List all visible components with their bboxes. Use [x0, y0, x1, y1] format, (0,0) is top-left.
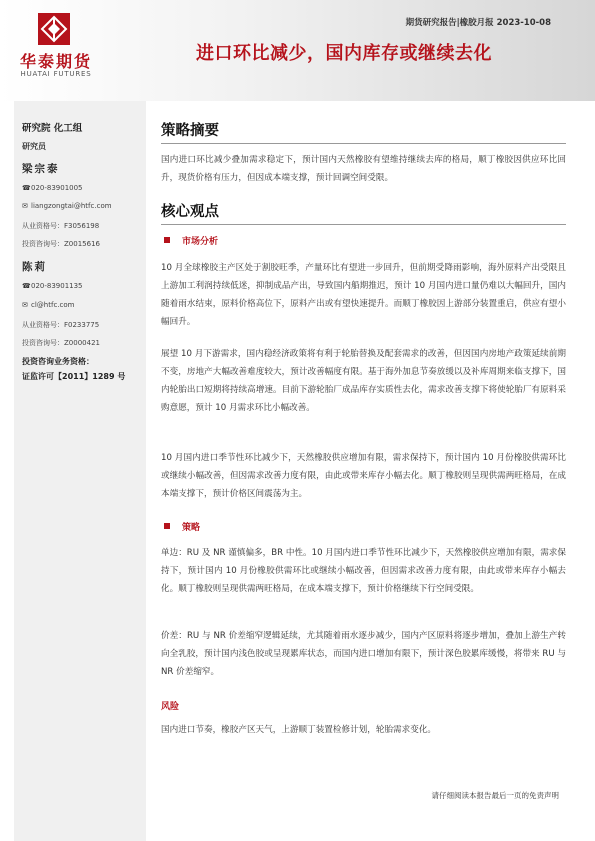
- huatai-logo-icon: [38, 13, 70, 45]
- department: 研究院 化工组: [22, 123, 83, 134]
- square-bullet-icon: [164, 237, 170, 243]
- disclaimer-note: 请仔细阅读本报告最后一页的免责声明: [431, 791, 559, 800]
- section-divider: [161, 143, 566, 144]
- analyst-advisor-id: 投资咨询号：Z0015616: [22, 240, 100, 248]
- report-title: 进口环比减少，国内库存或继续去化: [196, 43, 492, 64]
- phone-icon: ☎: [22, 282, 31, 290]
- analyst-name: 陈莉: [22, 261, 47, 273]
- summary-heading: 策略摘要: [161, 123, 219, 139]
- market-paragraph: 10 月全球橡胶主产区处于割胶旺季，产量环比有望进一步回升，但前期受降雨影响，海外原料产出受限且上游加工利润持续低迷，抑制成品产出，导致国内船期推迟，预计 10 月国内进口量仍难以大幅回升，国内随着雨水结束，原料价格高位下，原料产出或有望快速提升。而顺丁橡胶因上游部分装置重启，供应有望小幅回升。: [161, 263, 566, 328]
- market-paragraph: 展望 10 月下游需求，国内稳经济政策将有利于轮胎替换及配套需求的改善，但因国内房地产政策延续前期不变，房地产大幅改善难度较大，预计改善幅度有限。基于海外加息节奏放缓以及补库周期来临支撑下，国内轮胎出口短期将持续高增速。目前下游轮胎厂成品库存实质性去化，需求改善支撑下将使轮胎厂有原料采购意愿，预计 10 月需求环比小幅改善。: [161, 349, 566, 414]
- report-header: [0, 0, 595, 101]
- analyst-sidebar: [14, 101, 146, 841]
- analyst-phone: ☎020-83901005: [22, 184, 83, 192]
- analyst-advisor-id: 投资咨询号：Z0000421: [22, 339, 100, 347]
- strategy-paragraph: 单边：RU 及 NR 谨慎偏多，BR 中性。10 月国内进口季节性环比减少下，天然橡胶供应增加有限，需求保持下，预计国内 10 月份橡胶供需环比或继续小幅改善，但因需求改善力度有限，由此或带来库存小幅去化。顺丁橡胶则呈现供需两旺格局，在成本端支撑下，预计价格继续下行空间受限。: [161, 548, 566, 595]
- analyst-name: 梁宗泰: [22, 163, 60, 175]
- analyst-email[interactable]: ✉ cl@htfc.com: [22, 301, 75, 309]
- email-icon: ✉: [22, 202, 28, 210]
- analyst-license: 从业资格号：F0233775: [22, 321, 100, 329]
- strategy-paragraph: 价差：RU 与 NR 价差缩窄逻辑延续，尤其随着雨水逐步减少，国内产区原料将逐步增加，叠加上游生产转向全乳胶，预计国内浅色胶或呈现累库状态，而国内进口增加有限下，预计深色胶累库缓慢，将带来 RU 与 NR 价差缩窄。: [161, 631, 566, 678]
- email-icon: ✉: [22, 301, 28, 309]
- qualification-value: 证监许可【2011】1289 号: [22, 372, 126, 381]
- risk-text: 国内进口节奏，橡胶产区天气，上游顺丁装置检修计划，轮胎需求变化。: [161, 725, 437, 735]
- square-bullet-icon: [164, 523, 170, 529]
- analyst-license: 从业资格号：F3056198: [22, 222, 100, 230]
- qualification-label: 投资咨询业务资格：: [22, 357, 94, 366]
- analyst-phone: ☎020-83901135: [22, 282, 83, 290]
- market-paragraph: 10 月国内进口季节性环比减少下，天然橡胶供应增加有限，需求保持下，预计国内 10 月份橡胶供需环比或继续小幅改善，但因需求改善力度有限，由此或带来库存小幅去化。顺丁橡胶则呈现供需两旺格局，在成本端支撑下，预计价格区间震荡为主。: [161, 453, 566, 500]
- brand-name-cn: 华泰期货: [19, 52, 92, 71]
- phone-icon: ☎: [22, 184, 31, 192]
- brand-name-en: HUATAI FUTURES: [20, 70, 92, 78]
- summary-text: 国内进口环比减少叠加需求稳定下，预计国内天然橡胶有望维持继续去库的格局，顺丁橡胶因供应环比回升，现货价格有压力，但因成本端支撑，预计回调空间受限。: [161, 155, 566, 184]
- section-divider: [161, 224, 566, 225]
- role-label: 研究员: [22, 142, 46, 151]
- core-heading: 核心观点: [161, 204, 219, 220]
- market-analysis-heading: 市场分析: [164, 234, 218, 247]
- report-meta: 期货研究报告|橡胶月报 2023-10-08: [405, 18, 551, 28]
- risk-heading: 风险: [161, 702, 180, 712]
- strategy-heading: 策略: [164, 520, 200, 533]
- analyst-email[interactable]: ✉ liangzongtai@htfc.com: [22, 202, 112, 210]
